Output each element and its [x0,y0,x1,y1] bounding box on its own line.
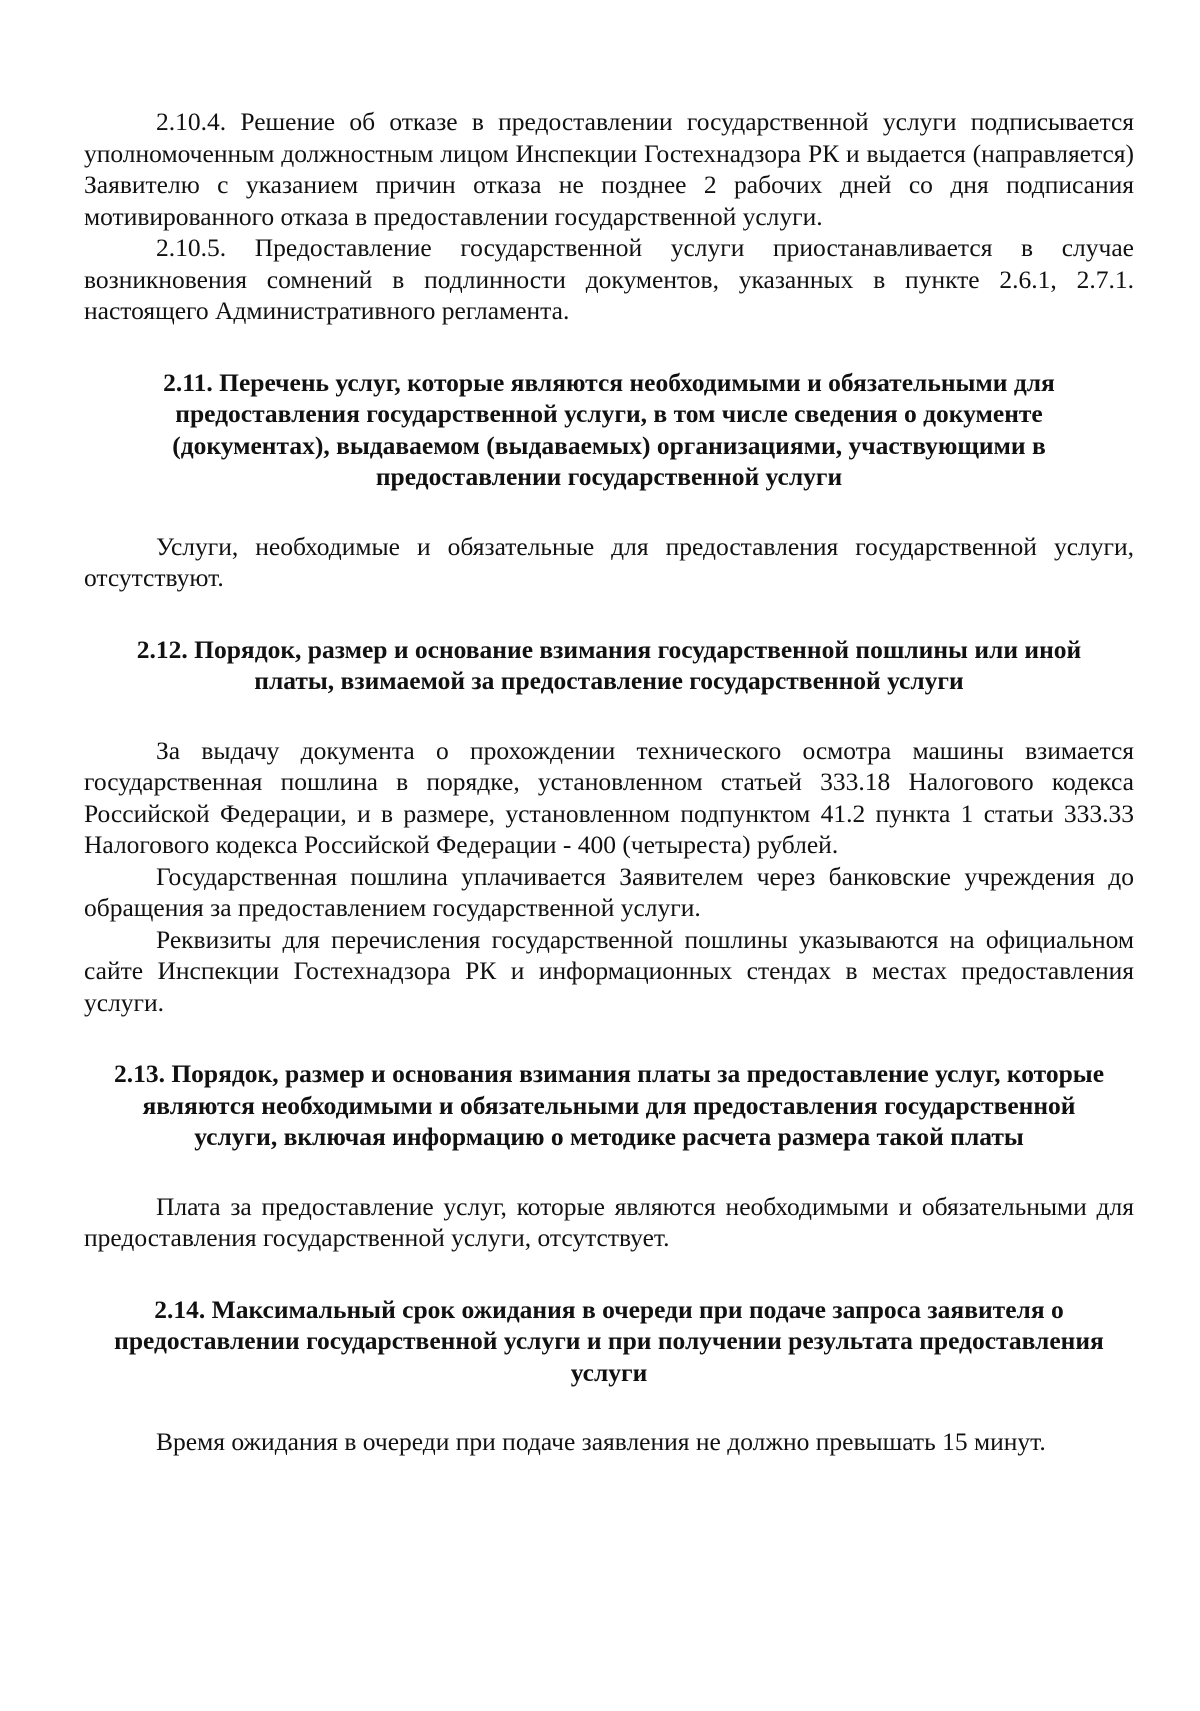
paragraph-2-14: Время ожидания в очереди при подаче заявления не должно превышать 15 минут. [156,1427,1046,1456]
section-heading-2-13: 2.13. Порядок, размер и основания взимания платы за предоставление услуг, которые являются необходимыми и обязательными для предоставления государственной услуги, включая информацию о методике расчета размера такой платы [113,1059,1105,1151]
paragraph-2-12-fee: За выдачу документа о прохождении технического осмотра машины взимается государственная пошлина в порядке, установленном статьей 333.18 Налогового кодекса Российской Федерации, и в размере, установленном подпунктом 41.2 пункта 1 статьи 333.33 Налогового кодекса Российской Федерации - 400 (четыреста) рублей. [84,735,1134,859]
section-heading-2-14: 2.14. Максимальный срок ожидания в очереди при подаче запроса заявителя о предоставлении государственной услуги и при получении результата предоставления услуги [114,1294,1104,1387]
section-heading-2-11: 2.11. Перечень услуг, которые являются необходимыми и обязательными для предоставления государственной услуги, в том числе сведения о документе (документах), выдаваемом (выдаваемых) организациями, участвующими в предоставлении государственной услуги [163,367,1055,491]
document-page [84,106,1134,1458]
paragraph-2-11: Услуги, необходимые и обязательные для предоставления государственной услуги, отсутствуют. [84,531,1134,592]
paragraph-2-12-details: Реквизиты для перечисления государственной пошлины указываются на официальном сайте Инспекции Гостехнадзора РК и информационных стендах в местах предоставления услуги. [84,924,1134,1017]
paragraph-2-10-5: 2.10.5. Предоставление государственной услуги приостанавливается в случае возникновения сомнений в подлинности документов, указанных в пункте 2.6.1, 2.7.1. настоящего Административного регламента. [84,233,1134,325]
section-heading-2-12: 2.12. Порядок, размер и основание взимания государственной пошлины или иной платы, взимаемой за предоставление государственной услуги [136,634,1082,695]
paragraph-2-10-4: 2.10.4. Решение об отказе в предоставлении государственной услуги подписывается уполномоченным должностным лицом Инспекции Гостехнадзора РК и выдается (направляется) Заявителю с указанием причин отказа не позднее 2 рабочих дней со дня подписания мотивированного отказа в предоставлении государственной услуги. [84,107,1134,231]
paragraph-2-13: Плата за предоставление услуг, которые являются необходимыми и обязательными для предоставления государственной услуги, отсутствует. [84,1191,1134,1252]
paragraph-2-12-payment: Государственная пошлина уплачивается Заявителем через банковские учреждения до обращения за предоставлением государственной услуги. [84,861,1134,922]
